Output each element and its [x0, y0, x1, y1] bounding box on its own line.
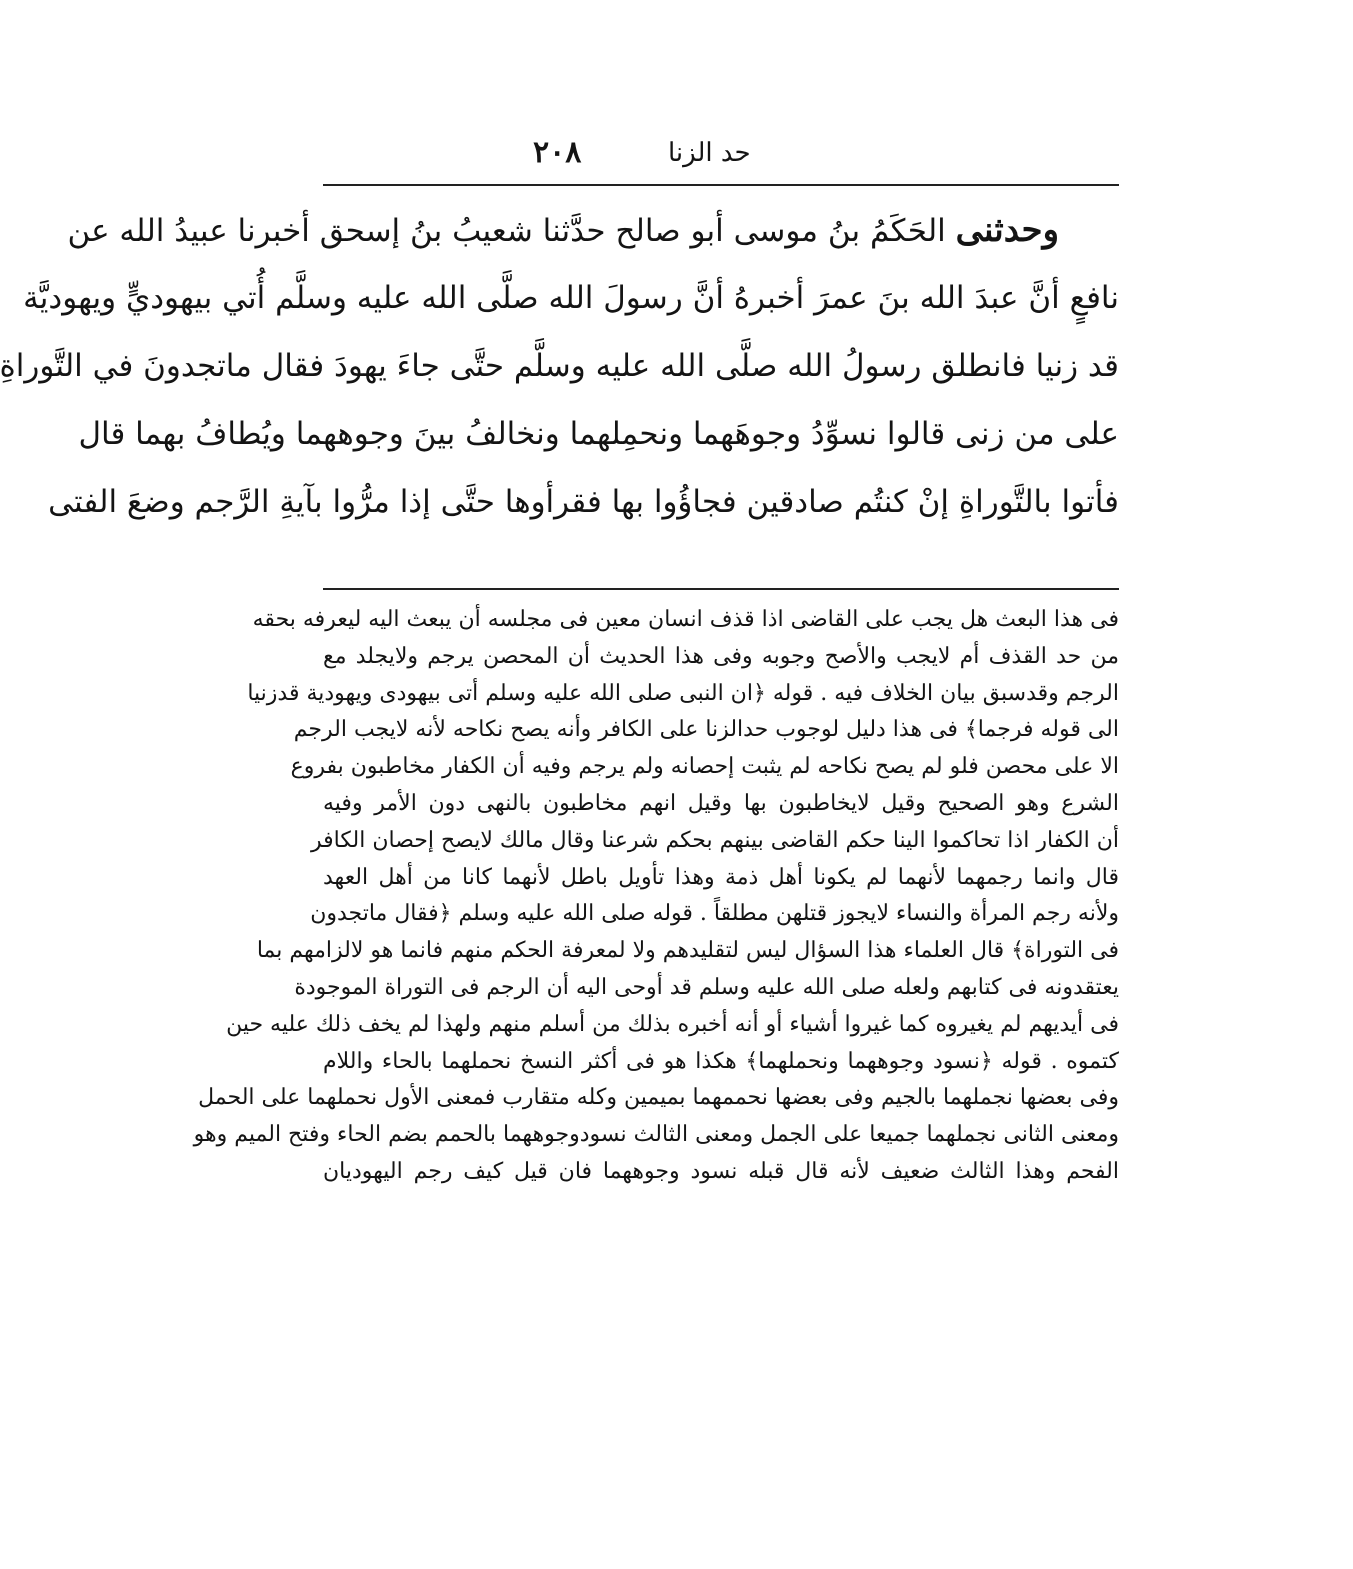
hadith-text — [0, 196, 1119, 536]
commentary-line: الى قوله فرجما﴾ فى هذا دليل لوجوب حدالزنا على الكافر وأنه يصح نكاحه لأنه لايجب الرجم — [293, 717, 1119, 743]
commentary-line: الرجم وقدسبق بيان الخلاف فيه . قوله ﴿ان النبى صلى الله عليه وسلم أتى بيهودى ويهودية قدزنيا — [247, 680, 1119, 706]
commentary-line: ومعنى الثانى نجملهما جميعا على الجمل ومعنى الثالث نسودوجوههما بالحمم بضم الحاء وفتح الميم وهو — [193, 1122, 1119, 1148]
commentary-line: يعتقدونه فى كتابهم ولعله صلى الله عليه وسلم قد أوحى اليه أن الرجم فى التوراة الموجودة — [294, 974, 1119, 1000]
commentary-line: الفحم وهذا الثالث ضعيف لأنه قال قبله نسود وجوههما فان قيل كيف رجم اليهوديان — [323, 1158, 1119, 1184]
commentary-text — [193, 602, 1119, 1191]
commentary-line: الا على محصن فلو لم يصح نكاحه لم يثبت إحصانه ولم يرجم وفيه أن الكفار مخاطبون بفروع — [290, 754, 1119, 780]
header-rule — [323, 184, 1119, 186]
commentary-line: وفى بعضها نجملهما بالجيم وفى بعضها نحممهما بميمين وكله متقارب فمعنى الأول نحملهما على الحمل — [198, 1085, 1119, 1111]
hadith-line: على من زنى قالوا نسوِّدُ وجوهَهما ونحمِلهما ونخالفُ بينَ وجوههما ويُطافُ بهما قال — [78, 416, 1119, 452]
commentary-line: فى التوراة﴾ قال العلماء هذا السؤال ليس لتقليدهم ولا لمعرفة الحكم منهم فانما هو لالزامهم بما — [256, 938, 1119, 964]
commentary-line: قال وانما رجمهما لأنهما لم يكونا أهل ذمة وهذا تأويل باطل لأنهما كانا من أهل العهد — [323, 864, 1119, 890]
running-title: حد الزنا — [668, 138, 751, 168]
section-divider — [323, 588, 1119, 590]
commentary-line: ولأنه رجم المرأة والنساء لايجوز قتلهن مطلقاً . قوله صلى الله عليه وسلم ﴿فقال ماتجدون — [310, 901, 1119, 927]
hadith-line: قد زنيا فانطلق رسولُ الله صلَّى الله عليه وسلَّم حتَّى جاءَ يهودَ فقال ماتجدونَ في التَّوراةِ — [0, 348, 1119, 384]
commentary-line: من حد القذف أم لايجب والأصح وجوبه وفى هذا الحديث أن المحصن يرجم ولايجلد مع — [323, 643, 1119, 669]
commentary-line: الشرع وهو الصحيح وقيل لايخاطبون بها وقيل انهم مخاطبون بالنهى دون الأمر وفيه — [323, 790, 1119, 816]
commentary-line: فى هذا البعث هل يجب على القاضى اذا قذف انسان معين فى مجلسه أن يبعث اليه ليعرفه بحقه — [252, 607, 1119, 632]
hadith-line: فأتوا بالتَّوراةِ إنْ كنتُم صادقين فجاؤُوا بها فقرأوها حتَّى إذا مرُّوا بآيةِ الرَّجم وضعَ الفتى — [48, 484, 1119, 520]
commentary-line: أن الكفار اذا تحاكموا الينا حكم القاضى بينهم بحكم شرعنا وقال مالك لايصح إحصان الكافر — [311, 827, 1119, 853]
commentary-line: كتموه . قوله ﴿نسود وجوههما ونحملهما﴾ هكذا هو فى أكثر النسخ نحملهما بالحاء واللام — [323, 1048, 1119, 1074]
page-number: ٢٠٨ — [533, 135, 582, 170]
hadith-line-text: الحَكَمُ بنُ موسى أبو صالح حدَّثنا شعيبُ بنُ إسحق أخبرنا عبيدُ الله عن — [67, 213, 946, 249]
page-header — [323, 128, 1119, 178]
hadith-lead-word: وحدثنى — [955, 210, 1059, 250]
hadith-line: نافعٍ أنَّ عبدَ الله بنَ عمرَ أخبرهُ أنَّ رسولَ الله صلَّى الله عليه وسلَّم أُتي بيهوديٍّ ويهوديَّة — [23, 280, 1119, 316]
commentary-line: فى أيديهم لم يغيروه كما غيروا أشياء أو أنه أخبره بذلك من أسلم منهم ولهذا لم يخف ذلك عليه حين — [226, 1011, 1119, 1037]
hadith-line — [67, 196, 1119, 264]
